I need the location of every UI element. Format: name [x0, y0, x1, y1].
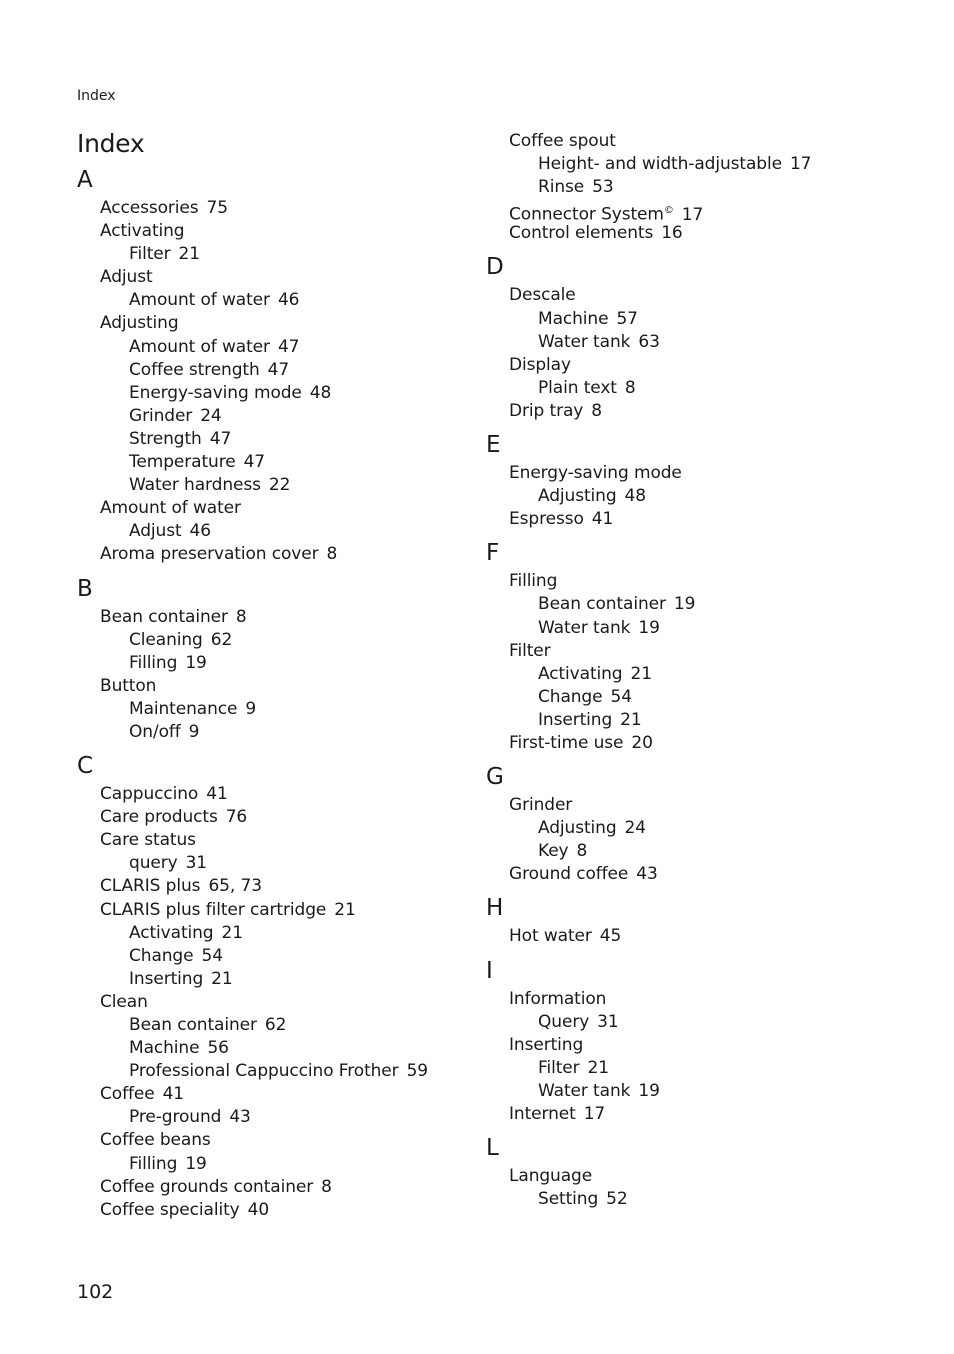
index-page-ref: 21 [587, 1057, 609, 1078]
index-term: Filling [509, 571, 558, 592]
index-entry [77, 312, 497, 335]
index-page-ref: 19 [638, 1080, 660, 1101]
index-page-ref: 19 [185, 652, 207, 673]
index-term: Bean container [129, 1015, 257, 1035]
index-term: Water tank [538, 617, 631, 638]
index-page-ref: 56 [207, 1038, 229, 1059]
index-page-ref: 47 [209, 428, 232, 449]
index-subentry [77, 289, 497, 312]
index-subentry [486, 709, 906, 732]
index-page-ref: 65, 73 [208, 876, 262, 897]
index-letter-heading: A [77, 167, 93, 193]
index-subentry [486, 331, 906, 354]
index-subentry [77, 652, 497, 675]
index-entry [77, 197, 497, 220]
index-page-ref: 21 [334, 899, 356, 920]
index-page-ref: 21 [211, 968, 233, 989]
index-term: Inserting [509, 1034, 584, 1055]
index-term: Filling [129, 652, 178, 673]
index-page-ref: 9 [245, 698, 257, 719]
index-subentry [77, 243, 497, 266]
index-entry [486, 732, 906, 755]
index-page-ref: 8 [321, 1176, 332, 1197]
index-term: Energy-saving mode [129, 382, 302, 403]
index-entry [77, 899, 497, 922]
index-entry [486, 222, 906, 245]
index-page-ref: 47 [277, 336, 300, 357]
index-entry [77, 266, 497, 289]
index-term: Coffee speciality [100, 1199, 240, 1220]
index-subentry [486, 153, 906, 176]
index-entry [486, 1165, 906, 1188]
index-page-ref: 43 [636, 864, 658, 885]
index-entry [77, 606, 497, 629]
index-entry [77, 497, 497, 520]
index-term: Machine [538, 308, 609, 329]
index-term: Hot water [509, 926, 592, 947]
index-subentry [486, 617, 906, 640]
index-term: Filter [129, 244, 171, 265]
index-entry [486, 570, 906, 593]
index-page-ref: 24 [624, 818, 646, 839]
index-term: Water tank [538, 331, 631, 352]
index-term: Energy-saving mode [509, 463, 682, 484]
index-subentry [77, 1153, 497, 1176]
index-subentry [77, 968, 497, 991]
index-page-ref: 54 [201, 945, 223, 966]
index-term: Cappuccino [100, 784, 199, 805]
index-page-ref: 75 [206, 198, 228, 218]
index-letter-heading: L [486, 1135, 499, 1162]
index-letter-heading: E [486, 432, 501, 459]
index-page-ref: 8 [591, 400, 602, 421]
index-term: Machine [129, 1038, 200, 1059]
copyright-mark: © [663, 205, 674, 217]
index-page-ref: 48 [309, 382, 332, 403]
index-term: Internet [509, 1104, 576, 1124]
index-subentry [486, 686, 906, 709]
index-entry [77, 1129, 497, 1152]
index-page-ref: 17 [681, 204, 704, 225]
index-term: query [129, 853, 178, 874]
index-page-ref: 31 [185, 853, 208, 874]
index-term: Activating [129, 922, 214, 943]
index-entry [77, 806, 497, 829]
index-entry [77, 675, 497, 698]
index-subentry [77, 336, 497, 359]
index-subentry [77, 359, 497, 382]
index-term: Filling [129, 1153, 178, 1174]
index-page-ref: 8 [576, 841, 588, 862]
index-term: Coffee [100, 1084, 155, 1105]
index-term: Pre-ground [129, 1107, 222, 1128]
index-letter-heading: G [486, 764, 504, 791]
index-entry [77, 829, 497, 852]
index-term: Descale [509, 285, 576, 306]
index-term: Adjusting [538, 486, 617, 507]
index-entry [486, 925, 906, 948]
index-entry [486, 640, 906, 663]
index-subentry [77, 852, 497, 875]
index-column-right [486, 130, 906, 1211]
index-term: Amount of water [100, 498, 241, 519]
index-term: Activating [100, 221, 185, 242]
index-subentry [77, 520, 497, 543]
index-subentry [486, 663, 906, 686]
index-term: Ground coffee [509, 864, 629, 885]
index-term: CLARIS plus filter cartridge [100, 899, 327, 920]
index-entry [486, 199, 906, 225]
index-term: Coffee spout [509, 131, 616, 151]
index-term: First-time use [509, 732, 624, 753]
index-term: Display [509, 354, 571, 375]
index-term: Water hardness [129, 475, 261, 496]
index-subentry [486, 1188, 906, 1211]
index-page-ref: 21 [630, 663, 652, 684]
index-letter-heading: F [486, 540, 499, 567]
index-term: Adjust [129, 521, 182, 542]
index-entry [486, 284, 906, 307]
index-term: Aroma preservation cover [100, 544, 319, 565]
index-term: Care status [100, 830, 196, 851]
index-subentry [486, 308, 906, 331]
index-entry [77, 1176, 497, 1199]
index-term: CLARIS plus [100, 876, 201, 897]
index-subentry [486, 1057, 906, 1080]
index-subentry [486, 1080, 906, 1103]
index-subentry [77, 405, 497, 428]
index-entry [77, 783, 497, 806]
index-term: Accessories [100, 198, 199, 218]
index-term: Adjusting [538, 818, 617, 839]
index-subentry [77, 945, 497, 968]
running-head: Index [77, 88, 116, 104]
index-entry [486, 400, 906, 423]
index-term: Amount of water [129, 336, 270, 357]
index-subentry [77, 629, 497, 652]
index-entry [486, 863, 906, 886]
index-term: Filter [509, 640, 551, 661]
index-subentry [486, 1011, 906, 1034]
index-subentry [77, 721, 497, 744]
index-page-ref: 62 [264, 1015, 287, 1035]
index-page-ref: 52 [606, 1189, 628, 1210]
index-page-ref: 19 [673, 594, 696, 615]
index-page-ref: 31 [597, 1011, 619, 1032]
index-entry [77, 991, 497, 1014]
index-term: Setting [538, 1189, 599, 1210]
index-term: Professional Cappuccino Frother [129, 1061, 399, 1082]
index-term: Activating [538, 663, 623, 684]
index-subentry [77, 1060, 497, 1083]
index-page-ref: 41 [162, 1084, 184, 1105]
index-page-ref: 53 [592, 177, 614, 198]
index-subentry [77, 1037, 497, 1060]
index-term: Change [538, 686, 603, 707]
index-term: Filter [538, 1057, 580, 1078]
index-page-ref: 9 [188, 721, 200, 742]
index-term: Inserting [129, 968, 204, 989]
index-term: Drip tray [509, 400, 584, 421]
index-page-ref: 19 [638, 617, 660, 638]
index-subentry [77, 451, 497, 474]
index-page-ref: 43 [229, 1107, 251, 1128]
index-entry [486, 794, 906, 817]
index-page-ref: 19 [185, 1153, 207, 1174]
index-term: On/off [129, 721, 181, 742]
index-entry [77, 875, 497, 898]
index-entry [486, 354, 906, 377]
index-page-ref: 76 [225, 807, 248, 828]
index-term: Amount of water [129, 290, 270, 311]
index-page-ref: 8 [624, 377, 636, 398]
index-column-left [77, 164, 497, 1222]
index-page-ref: 46 [189, 521, 211, 542]
index-term: Espresso [509, 509, 584, 530]
index-term: Cleaning [129, 629, 203, 650]
index-term: Button [100, 675, 157, 696]
index-term: Plain text [538, 377, 617, 398]
index-subentry [77, 698, 497, 721]
index-term: Query [538, 1011, 590, 1032]
index-entry [486, 1103, 906, 1126]
index-term: Grinder [129, 405, 193, 426]
index-subentry [77, 474, 497, 497]
index-entry [486, 508, 906, 531]
index-subentry [486, 377, 906, 400]
index-subentry [486, 485, 906, 508]
index-page-ref: 48 [624, 486, 646, 507]
index-letter-heading: H [486, 895, 503, 922]
index-term: Strength [129, 428, 202, 449]
index-subentry [77, 922, 497, 945]
index-entry [77, 1199, 497, 1222]
index-term: Information [509, 988, 607, 1009]
index-entry [77, 220, 497, 243]
index-subentry [486, 593, 906, 616]
index-page-ref: 21 [178, 244, 200, 265]
index-page-ref: 16 [661, 223, 683, 244]
index-subentry [77, 382, 497, 405]
index-term: Adjusting [100, 313, 179, 334]
index-page-ref: 17 [583, 1104, 606, 1124]
index-term: Key [538, 841, 569, 862]
index-entry [486, 988, 906, 1011]
index-term: Temperature [129, 452, 236, 473]
index-term: Coffee grounds container [100, 1176, 314, 1197]
index-term: Coffee beans [100, 1130, 211, 1151]
index-term: Grinder [509, 795, 573, 816]
index-page-ref: 63 [638, 331, 660, 352]
index-page-ref: 24 [200, 405, 222, 426]
index-subentry [77, 1106, 497, 1129]
index-term: Language [509, 1166, 593, 1187]
index-page-ref: 40 [247, 1199, 270, 1220]
index-entry [486, 130, 906, 153]
index-term: Rinse [538, 177, 585, 198]
index-page-ref: 57 [616, 308, 638, 329]
index-letter-heading: B [77, 575, 93, 602]
index-page-ref: 62 [210, 629, 233, 650]
index-page-ref: 41 [591, 509, 614, 530]
index-term: Care products [100, 807, 218, 828]
index-page-ref: 41 [206, 784, 228, 805]
index-page-ref: 20 [631, 732, 653, 753]
index-subentry [486, 840, 906, 863]
index-page-ref: 21 [620, 709, 642, 730]
index-term: Control elements [509, 223, 654, 244]
index-page-ref: 54 [610, 686, 632, 707]
index-subentry [486, 176, 906, 199]
index-letter-heading: C [77, 753, 93, 780]
index-subentry [77, 428, 497, 451]
index-letter-heading: I [486, 957, 493, 984]
index-term: Clean [100, 991, 148, 1012]
index-term: Change [129, 945, 194, 966]
index-page-ref: 22 [268, 475, 291, 496]
index-term: Bean container [100, 606, 228, 627]
index-entry [77, 543, 497, 566]
index-term: Adjust [100, 267, 153, 288]
index-page-ref: 17 [789, 154, 812, 175]
index-term: Maintenance [129, 698, 238, 719]
index-term: Coffee strength [129, 359, 260, 380]
index-term: Water tank [538, 1080, 631, 1101]
index-page-ref: 46 [277, 290, 300, 311]
index-page-ref: 59 [406, 1061, 428, 1082]
index-entry [486, 1034, 906, 1057]
index-page-ref: 8 [235, 606, 247, 627]
index-page-ref: 8 [326, 544, 338, 565]
index-term: Inserting [538, 709, 613, 730]
page-number: 102 [77, 1281, 114, 1303]
index-term: Bean container [538, 594, 666, 615]
index-page-ref: 47 [267, 359, 290, 380]
index-subentry [77, 1014, 497, 1037]
index-entry [77, 1083, 497, 1106]
index-page-ref: 21 [221, 922, 243, 943]
index-entry [486, 462, 906, 485]
index-term: Connector System [509, 204, 664, 225]
index-page-ref: 47 [243, 452, 266, 473]
index-term: Height- and width-adjustable [538, 154, 782, 175]
index-letter-heading: D [486, 254, 504, 281]
index-subentry [486, 817, 906, 840]
index-page-ref: 45 [599, 926, 622, 947]
page-title: Index [77, 129, 145, 158]
